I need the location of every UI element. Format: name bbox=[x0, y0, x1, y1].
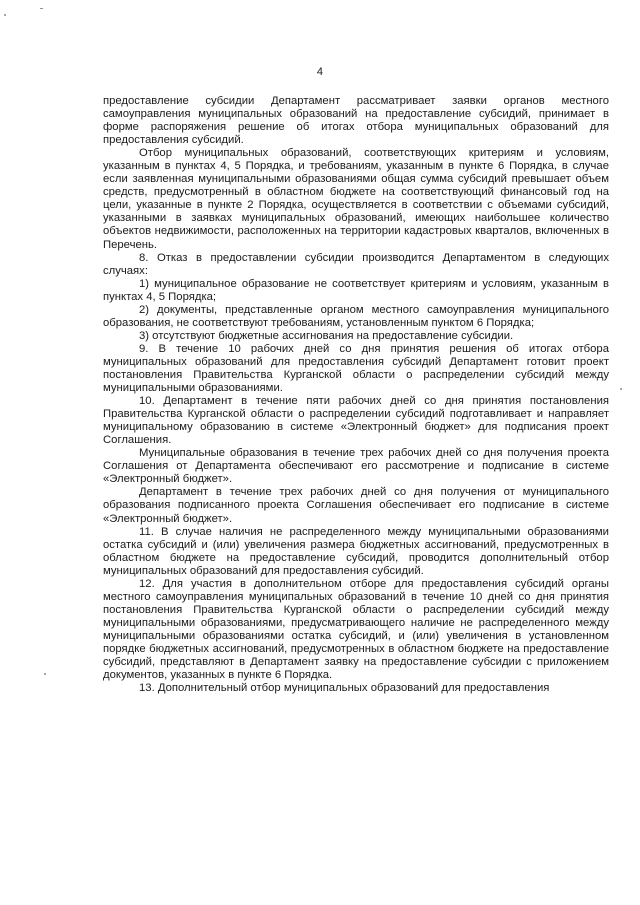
paragraph: Департамент в течение трех рабочих дней со дня получения от муниципального образования подписанного проекта Соглашения обеспечивает его подписание в системе «Электронный бюджет». bbox=[103, 486, 609, 525]
paragraph: предоставление субсидии Департамент рассматривает заявки органов местного самоуправления муниципальных образований на предоставление субсидий, принимает в форме распоряжения решение об итогах отбора муниципальных образований для предоставления субсидий. bbox=[103, 95, 609, 147]
paragraph: 8. Отказ в предоставлении субсидии производится Департаментом в следующих случаях: bbox=[103, 251, 609, 277]
page-number: 4 bbox=[316, 66, 324, 78]
document-body bbox=[103, 95, 609, 695]
list-item: 3) отсутствуют бюджетные ассигнования на предоставление субсидии. bbox=[139, 329, 514, 342]
paragraph: Муниципальные образования в течение трех рабочих дней со дня получения проекта Соглашения от Департамента обеспечивают его рассмотрение и подписание в системе «Электронный бюджет». bbox=[103, 447, 609, 486]
scan-artifact bbox=[44, 673, 46, 675]
paragraph: 10. Департамент в течение пяти рабочих дней со дня принятия постановления Правительства Курганской области о распределении субсидий подготавливает и направляет муниципальному образованию в системе «Электронный бюджет» для подписания проект Соглашения. bbox=[103, 395, 609, 447]
list-item: 2) документы, представленные органом местного самоуправления муниципального образования, не соответствуют требованиям, установленным пунктом 6 Порядка; bbox=[103, 303, 609, 329]
scan-artifact bbox=[40, 8, 43, 9]
list-item: 1) муниципальное образование не соответствует критериям и условиям, указанным в пунктах 4, 5 Порядка; bbox=[103, 277, 609, 303]
paragraph: 13. Дополнительный отбор муниципальных образований для предоставления bbox=[139, 682, 550, 695]
paragraph: 12. Для участия в дополнительном отборе для предоставления субсидий органы местного самоуправления муниципальных образований в течение 10 дней со дня принятия постановления Правительства Курганской области о распределении субсидий между муниципальными образованиями, предусматривающего наличие не распределенного между муниципальными образованиями остатка субсидий, и (или) увеличения в установленном порядке бюджетных ассигнований, предусмотренных в областном бюджете на предоставление субсидий, представляют в Департамент заявку на предоставление субсидии с приложением документов, указанных в пункте 6 Порядка. bbox=[103, 577, 609, 682]
scan-artifact bbox=[4, 14, 6, 16]
paragraph: Отбор муниципальных образований, соответствующих критериям и условиям, указанным в пунктах 4, 5 Порядка, и требованиям, указанным в пункте 6 Порядка, в случае если заявленная муниципальными образованиями общая сумма субсидий превышает объем средств, предусмотренный в областном бюджете на соответствующий финансовый год на цели, указанные в пункте 2 Порядка, осуществляется в соответствии с объемами субсидий, указанными в заявках муниципальных образований, имеющих наибольшее количество объектов недвижимости, расположенных на территории кадастровых кварталов, включенных в Перечень. bbox=[103, 147, 609, 251]
scan-artifact bbox=[620, 388, 622, 390]
paragraph: 9. В течение 10 рабочих дней со дня принятия решения об итогах отбора муниципальных образований для предоставления субсидий Департамент готовит проект постановления Правительства Курганской области о распределении субсидий между муниципальными образованиями. bbox=[103, 342, 609, 395]
paragraph: 11. В случае наличия не распределенного между муниципальными образованиями остатка субсидий и (или) увеличения размера бюджетных ассигнований, предусмотренных в областном бюджете на предоставление субсидий, проводится дополнительный отбор муниципальных образований для предоставления субсидий. bbox=[103, 525, 609, 577]
